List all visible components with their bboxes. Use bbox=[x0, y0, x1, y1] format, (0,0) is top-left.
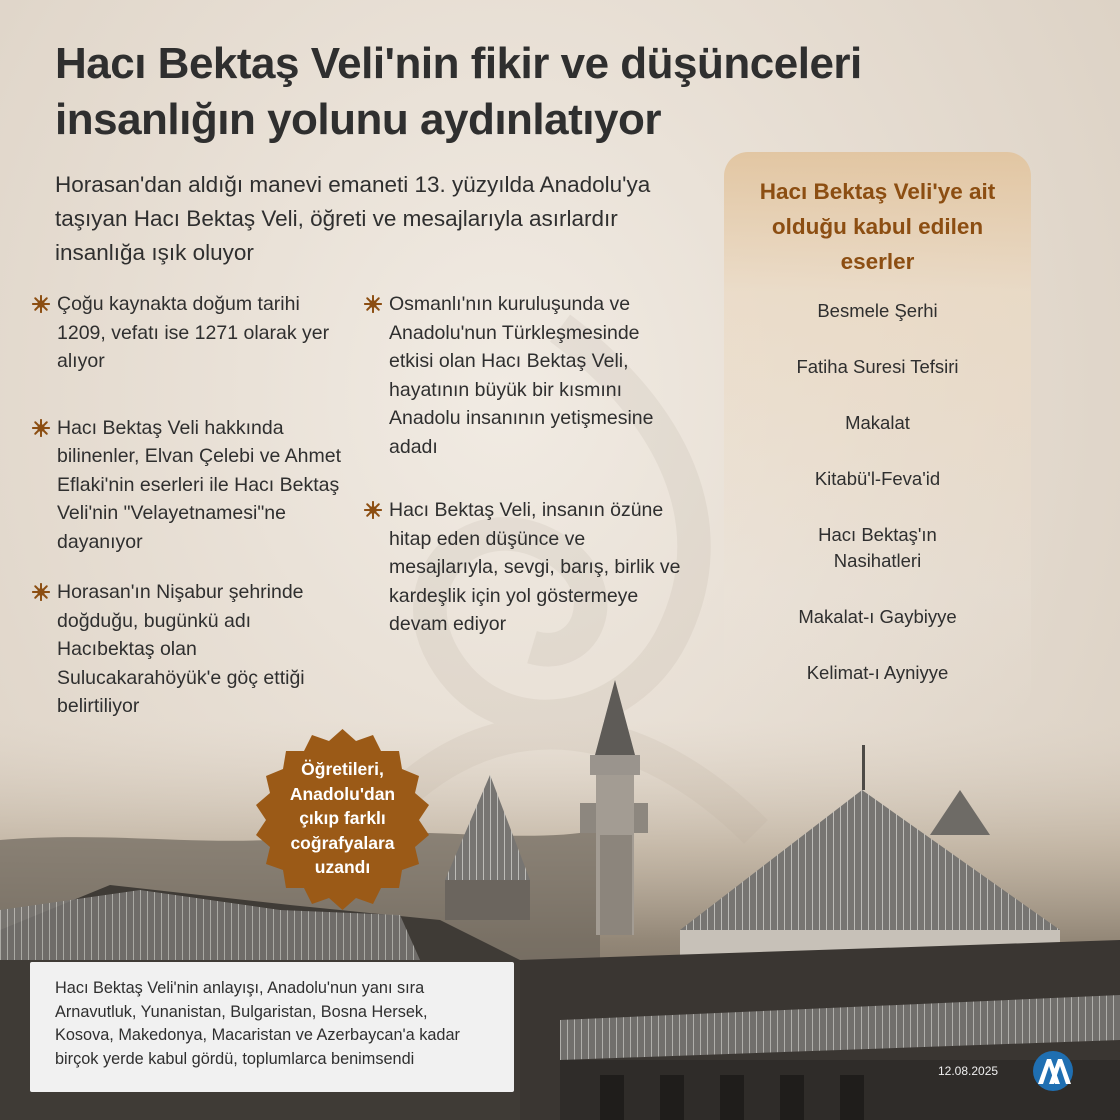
bullet-text: Horasan'ın Nişabur şehrinde doğduğu, bugünkü adı Hacıbektaş olan Sulucakarahöyük'e göç ettiği belirtiliyor bbox=[57, 581, 305, 717]
bullet-text: Çoğu kaynakta doğum tarihi 1209, vefatı ise 1271 olarak yer alıyor bbox=[57, 293, 330, 372]
bullet-text: Osmanlı'nın kuruluşunda ve Anadolu'nun Türkleşmesinde etkisi olan Hacı Bektaş Veli, hayatının büyük bir kısmını Anadolu insanının yetişmesine adadı bbox=[389, 293, 654, 458]
footer-line: Arnavutluk, Yunanistan, Bulgaristan, Bosna Hersek, bbox=[55, 1002, 428, 1021]
footer-note bbox=[30, 962, 514, 1092]
sunburst-icon bbox=[364, 501, 382, 519]
bullet-item bbox=[32, 414, 352, 557]
works-list-item: Kitabü'l-Feva'id bbox=[814, 468, 941, 489]
aa-logo-icon bbox=[1028, 1050, 1078, 1092]
bullet-list-left bbox=[32, 290, 352, 721]
sunburst-icon bbox=[32, 583, 50, 601]
footer-line: Kosova, Makedonya, Macaristan ve Azerbaycan'a kadar bbox=[55, 1026, 460, 1044]
bullet-text: Hacı Bektaş Veli, insanın özüne hitap eden düşünce ve mesajlarıyla, sevgi, barış, birlik ve kardeşlik için yol göstermeye devam ediyor bbox=[389, 499, 681, 635]
subtitle: Horasan'dan aldığı manevi emaneti 13. yüzyılda Anadolu'ya taşıyan Hacı Bektaş Veli, öğreti ve mesajlarıyla asırlardır insanlığa ışık oluyor bbox=[55, 172, 651, 265]
badge-text bbox=[270, 757, 415, 880]
footer-line: Hacı Bektaş Veli'nin anlayışı, Anadolu'nun yanı sıra bbox=[55, 979, 425, 997]
badge-line: çıkıp farklı bbox=[299, 808, 386, 828]
sunburst-icon bbox=[32, 419, 50, 437]
bullet-list-right bbox=[364, 290, 684, 639]
highlight-badge bbox=[250, 727, 435, 912]
badge-line: Anadolu'dan bbox=[289, 783, 396, 804]
works-panel-title: Hacı Bektaş Veli'ye ait olduğu kabul edilen eserler bbox=[759, 179, 996, 274]
bullet-item bbox=[364, 496, 684, 639]
bullet-item bbox=[32, 290, 352, 376]
works-list-item: Fatiha Suresi Tefsiri bbox=[796, 356, 959, 377]
page-title bbox=[55, 36, 995, 148]
works-list-item: Kelimat-ı Ayniyye bbox=[806, 662, 949, 683]
publish-date: 12.08.2025 bbox=[938, 1064, 999, 1078]
works-list-item: Besmele Şerhi bbox=[817, 300, 938, 321]
works-list-item: Makalat bbox=[845, 412, 910, 433]
footer-text bbox=[55, 977, 525, 1071]
works-panel bbox=[724, 152, 1031, 712]
sunburst-icon bbox=[32, 295, 50, 313]
badge-line: uzandı bbox=[314, 857, 371, 877]
title-line-1: Hacı Bektaş Veli'nin fikir ve düşünceleri bbox=[55, 39, 862, 88]
works-list-item: Makalat-ı Gaybiyye bbox=[798, 606, 957, 627]
bullet-text: Hacı Bektaş Veli hakkında bilinenler, Elvan Çelebi ve Ahmet Eflaki'nin eserleri ile Hacı Bektaş Veli'nin "Velayetnamesi"ne dayanıyor bbox=[57, 416, 341, 553]
works-list bbox=[724, 298, 1031, 716]
badge-line: coğrafyalara bbox=[290, 832, 395, 853]
title-line-2: insanlığın yolunu aydınlatıyor bbox=[55, 95, 661, 144]
works-list-item: Hacı Bektaş'ın Nasihatleri bbox=[818, 524, 937, 571]
badge-line: Öğretileri, bbox=[301, 759, 384, 779]
footer-line: birçok yerde kabul gördü, toplumlarca benimsendi bbox=[55, 1049, 415, 1068]
bullet-item bbox=[364, 290, 684, 461]
sunburst-icon bbox=[364, 295, 382, 313]
